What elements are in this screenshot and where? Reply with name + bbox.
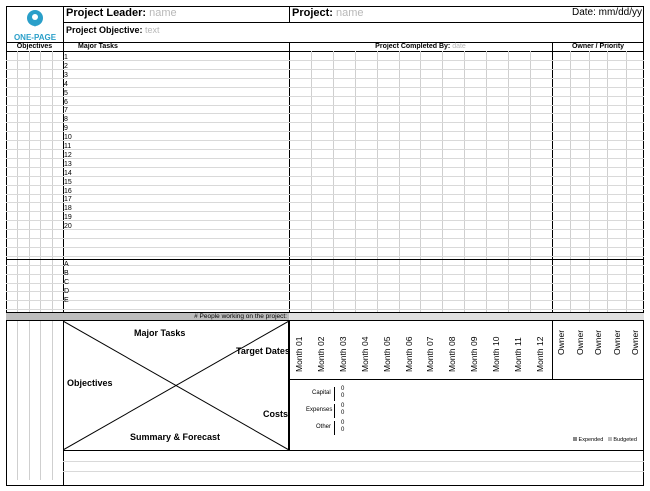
project-objective-value[interactable]: text <box>145 25 160 35</box>
task-row-number: 13 <box>64 160 72 168</box>
legend-expended: Expended <box>578 437 604 443</box>
cost-bracket-expenses <box>334 404 338 418</box>
task-row-number: 17 <box>64 196 72 204</box>
task-row-number: 3 <box>64 71 68 79</box>
major-tasks-header: Major Tasks <box>78 43 118 50</box>
sub-row-letter: B <box>64 269 69 277</box>
task-row-number: 14 <box>64 169 72 177</box>
cost-expenses-v1: 0 <box>341 403 345 409</box>
owner-header: Owner <box>556 329 566 355</box>
project-label: Project: <box>292 7 333 19</box>
task-row-number: 15 <box>64 178 72 186</box>
cost-other-v1: 0 <box>341 420 345 426</box>
sub-row-letter: A <box>64 261 69 268</box>
project-leader-value[interactable]: name <box>149 7 177 19</box>
month-header: Month 07 <box>425 336 436 372</box>
completed-by-label: Project Completed By: <box>375 43 451 50</box>
task-row-number: 16 <box>64 187 72 195</box>
owner-header: Owner <box>630 329 641 355</box>
completed-by-value[interactable]: date <box>452 43 466 50</box>
matrix-costs: Costs <box>263 409 289 419</box>
task-row-number: 18 <box>64 205 72 213</box>
month-header: Month 12 <box>534 336 545 372</box>
logo-icon <box>24 8 46 28</box>
objectives-header: Objectives <box>16 43 53 50</box>
owner-header: Owner <box>611 329 622 355</box>
project-value[interactable]: name <box>336 7 364 19</box>
month-header: Month 10 <box>491 336 502 372</box>
task-row-number: 5 <box>64 89 68 97</box>
month-header: Month 05 <box>381 336 392 372</box>
owner-priority-header: Owner / Priority <box>571 43 625 50</box>
project-objective <box>66 25 160 35</box>
task-row-number: 12 <box>64 151 72 159</box>
project-leader <box>66 7 177 19</box>
month-header: Month 09 <box>469 336 480 372</box>
cost-capital-v2: 0 <box>341 393 345 399</box>
cost-other-v2: 0 <box>341 427 345 433</box>
task-row-number: 10 <box>64 134 72 142</box>
cost-capital-label: Capital <box>312 390 331 396</box>
matrix-major-tasks: Major Tasks <box>134 328 186 338</box>
matrix-objectives: Objectives <box>67 378 113 388</box>
owner-header: Owner <box>574 329 585 355</box>
people-bar-label: # People working on the project: <box>194 313 287 320</box>
cost-expenses-label: Expenses <box>306 407 333 413</box>
task-row-number: 19 <box>64 214 72 222</box>
cost-bracket-other <box>334 421 338 435</box>
sub-row-letter: D <box>64 287 70 295</box>
task-row-number: 4 <box>64 80 68 88</box>
completed-by-header <box>289 43 552 50</box>
month-header: Month 02 <box>315 336 326 372</box>
project-name <box>292 7 364 19</box>
task-row-number: 9 <box>64 125 68 133</box>
logo <box>8 8 62 42</box>
project-leader-label: Project Leader: <box>66 7 147 19</box>
task-row-number: 7 <box>64 107 68 115</box>
task-row-number: 1 <box>64 54 68 61</box>
cost-expenses-v2: 0 <box>341 410 345 416</box>
month-header: Month 04 <box>359 336 370 372</box>
legend-expended-swatch <box>573 437 577 441</box>
task-row-number: 8 <box>64 116 68 124</box>
cost-capital-v1: 0 <box>341 386 345 392</box>
month-header: Month 01 <box>294 336 304 372</box>
legend-budgeted: Budgeted <box>613 437 637 443</box>
legend-budgeted-swatch <box>608 437 612 441</box>
cost-other-label: Other <box>316 424 332 430</box>
legend <box>573 437 637 443</box>
project-objective-label: Project Objective: <box>66 25 143 35</box>
task-row-number: 11 <box>64 143 72 150</box>
sub-row-letter: C <box>64 278 70 286</box>
sub-row-letter: E <box>64 296 69 304</box>
task-row-number: 20 <box>64 223 72 231</box>
date-field[interactable]: Date: mm/dd/yy <box>572 7 643 18</box>
people-bar-field[interactable] <box>289 312 644 321</box>
matrix-target-dates: Target Dates <box>236 346 290 356</box>
logo-text: ONE-PAGE <box>13 33 57 42</box>
task-row-number: 6 <box>64 98 68 106</box>
task-row-number: 2 <box>64 62 68 70</box>
month-header: Month 03 <box>337 336 348 372</box>
month-header: Month 06 <box>403 336 414 372</box>
matrix-summary: Summary & Forecast <box>130 432 221 442</box>
month-header: Month 11 <box>513 337 523 372</box>
cost-bracket-capital <box>334 387 338 401</box>
owner-header: Owner <box>593 329 604 355</box>
month-header: Month 08 <box>447 336 458 372</box>
